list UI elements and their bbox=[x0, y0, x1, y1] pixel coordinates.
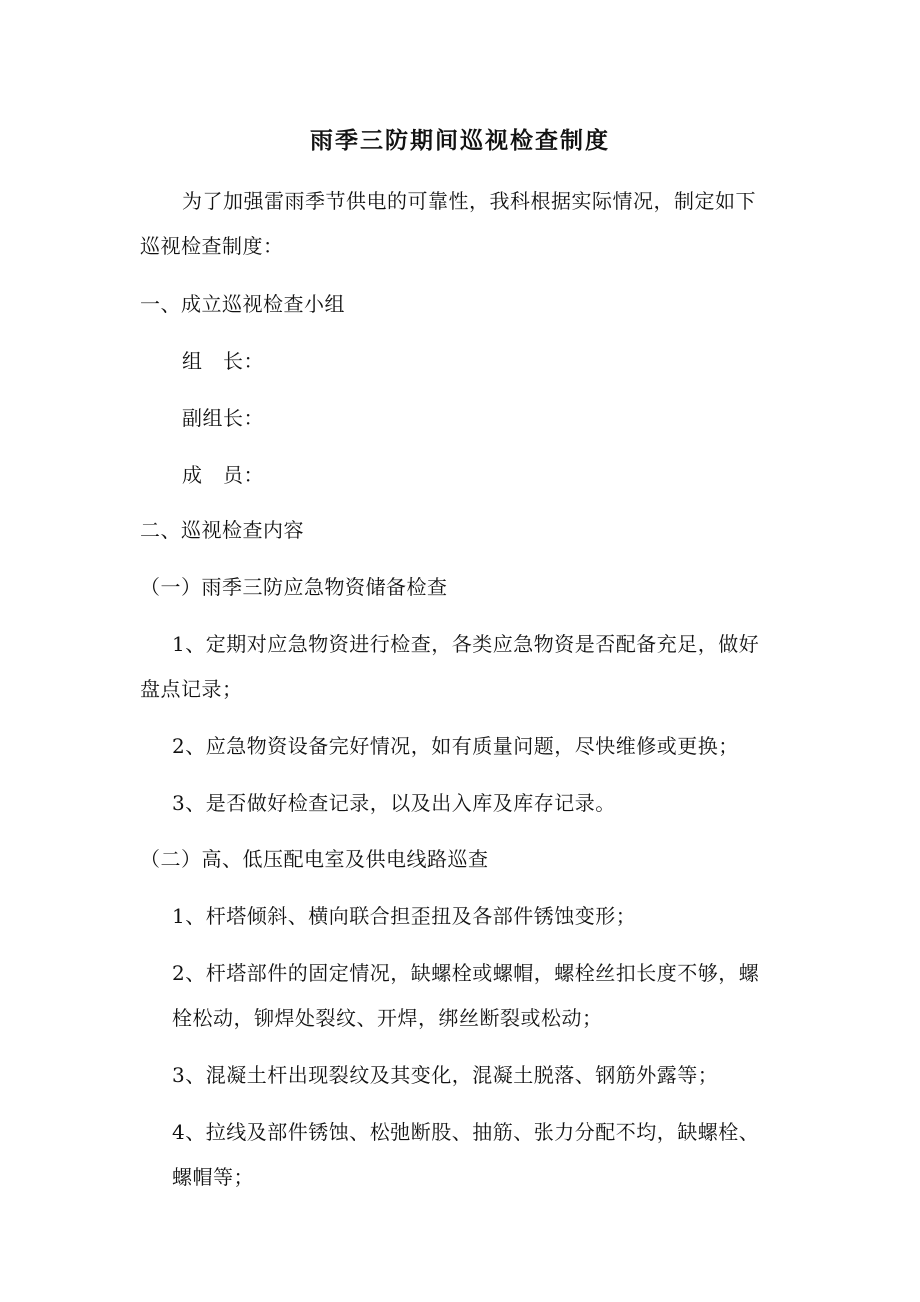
sub2-item-2-line-1: 2、杆塔部件的固定情况，缺螺栓或螺帽，螺栓丝扣长度不够，螺 bbox=[172, 961, 760, 985]
sub2-item-4-line-1: 4、拉线及部件锈蚀、松弛断股、抽筋、张力分配不均，缺螺栓、 bbox=[172, 1120, 760, 1144]
subsection-2-heading: （二）高、低压配电室及供电线路巡查 bbox=[140, 847, 489, 871]
section-2-heading: 二、巡视检查内容 bbox=[140, 518, 304, 542]
sub2-item-1: 1、杆塔倾斜、横向联合担歪扭及各部件锈蚀变形； bbox=[172, 904, 637, 928]
group-leader-label: 组 长： bbox=[182, 349, 264, 373]
intro-line-1: 为了加强雷雨季节供电的可靠性，我科根据实际情况，制定如下 bbox=[182, 189, 756, 213]
deputy-leader-label: 副组长： bbox=[182, 406, 264, 430]
intro-line-2: 巡视检查制度： bbox=[140, 234, 284, 258]
members-label: 成 员： bbox=[182, 463, 264, 487]
sub1-item-1-line-1: 1、定期对应急物资进行检查，各类应急物资是否配备充足，做好 bbox=[172, 632, 760, 656]
sub2-item-2-line-2: 栓松动，铆焊处裂纹、开焊，绑丝断裂或松动； bbox=[172, 1006, 603, 1030]
sub1-item-3: 3、是否做好检查记录，以及出入库及库存记录。 bbox=[172, 791, 616, 815]
section-1-heading: 一、成立巡视检查小组 bbox=[140, 292, 345, 316]
subsection-1-heading: （一）雨季三防应急物资储备检查 bbox=[140, 575, 448, 599]
sub1-item-2: 2、应急物资设备完好情况，如有质量问题，尽快维修或更换； bbox=[172, 734, 739, 758]
sub1-item-1-line-2: 盘点记录； bbox=[140, 677, 243, 701]
document-title: 雨季三防期间巡视检查制度 bbox=[310, 127, 610, 154]
sub2-item-4-line-2: 螺帽等； bbox=[172, 1165, 254, 1189]
sub2-item-3: 3、混凝土杆出现裂纹及其变化，混凝土脱落、钢筋外露等； bbox=[172, 1063, 719, 1087]
